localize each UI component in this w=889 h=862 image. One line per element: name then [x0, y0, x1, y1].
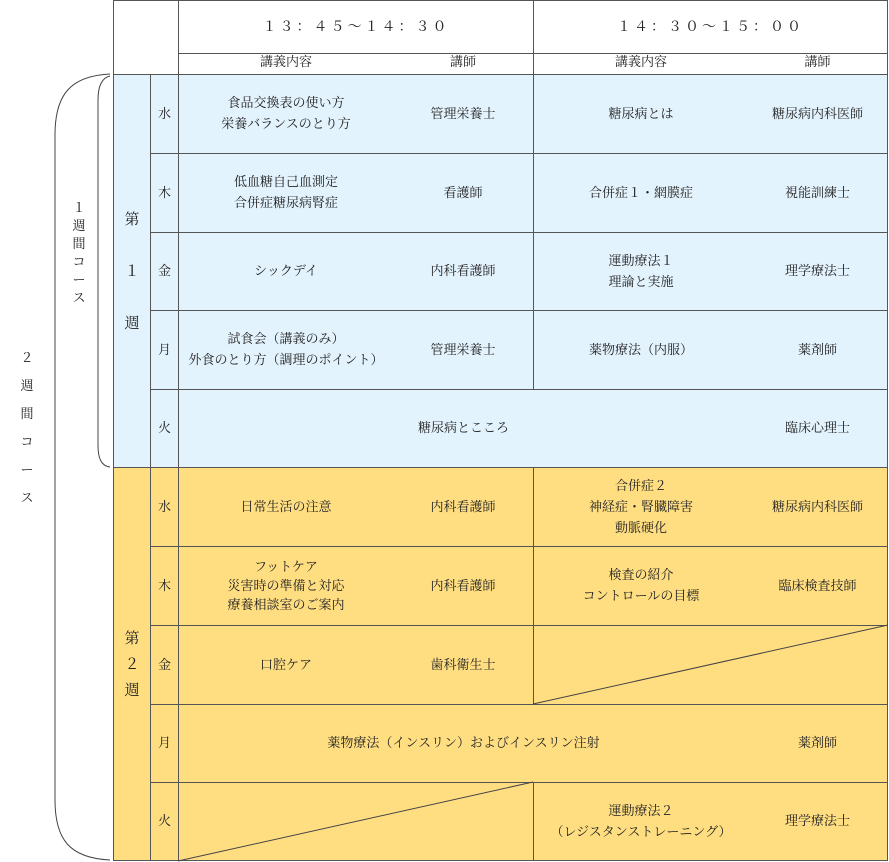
slot1-lecturer-cell: 内科看護師: [393, 546, 534, 626]
slot1-content-cell: フットケア 災害時の準備と対応 療養相談室のご案内: [178, 546, 394, 626]
day-cell: 水: [150, 74, 179, 154]
slot1-lecturer-cell: 管理栄養士: [393, 74, 534, 154]
slot2-lecturer-cell: 薬剤師: [748, 704, 888, 783]
slot1-content-header: 講義内容: [178, 53, 394, 75]
slot2-content-cell: 検査の紹介 コントロールの目標: [533, 546, 749, 626]
day-cell: 金: [150, 232, 179, 311]
slot1-content-cell: 食品交換表の使い方 栄養バランスのとり方: [178, 74, 394, 154]
day-cell: 火: [150, 782, 179, 861]
day-cell: 木: [150, 153, 179, 233]
slot1-content-cell: 試食会（講義のみ） 外食のとり方（調理のポイント）: [178, 310, 394, 390]
day-cell: 金: [150, 625, 179, 705]
slot2-content-cell: 運動療法１ 理論と実施: [533, 232, 749, 311]
one-week-course-label: １ 週 間 コ ー ス: [72, 201, 86, 306]
slot1-lecturer-cell: 歯科衛生士: [393, 625, 534, 705]
slot2-lecturer-cell: 理学療法士: [748, 782, 888, 861]
slot1-content-cell: シックデイ: [178, 232, 394, 311]
week1-label: 第 １ 週: [113, 74, 151, 468]
slot2-content-header: 講義内容: [533, 53, 749, 75]
week2-label: 第 ２ 週: [113, 467, 151, 861]
two-week-course-bracket: [55, 74, 110, 860]
two-week-course-label: ２ 週 間 コ ー ス: [20, 351, 34, 506]
slot1-lecturer-cell: 看護師: [393, 153, 534, 233]
slot2-lecturer-header: 講師: [748, 53, 888, 75]
day-cell: 木: [150, 546, 179, 626]
day-cell: 水: [150, 467, 179, 547]
slot2-lecturer-cell: 臨床心理士: [748, 389, 888, 468]
slot1-content-cell: 低血糖自己血測定 合併症糖尿病腎症: [178, 153, 394, 233]
slot2-empty-cell: [533, 625, 888, 705]
slot1-content-cell: 口腔ケア: [178, 625, 394, 705]
slot2-content-cell: 糖尿病とは: [533, 74, 749, 154]
slot1-lecturer-cell: 内科看護師: [393, 232, 534, 311]
slot2-lecturer-cell: 糖尿病内科医師: [748, 74, 888, 154]
slot2-lecturer-cell: 理学療法士: [748, 232, 888, 311]
slot1-time-header: １３：４５～１４：３０: [178, 0, 534, 54]
slot2-lecturer-cell: 薬剤師: [748, 310, 888, 390]
spanning-content-cell: 薬物療法（インスリン）およびインスリン注射: [178, 704, 749, 783]
slot2-content-cell: 合併症２ 神経症・腎臓障害 動脈硬化: [533, 467, 749, 547]
slot2-time-header: １４：３０～１５：００: [533, 0, 888, 54]
slot2-content-cell: 薬物療法（内服）: [533, 310, 749, 390]
slot1-content-cell: 日常生活の注意: [178, 467, 394, 547]
day-cell: 月: [150, 310, 179, 390]
slot2-lecturer-cell: 臨床検査技師: [748, 546, 888, 626]
spanning-content-cell: 糖尿病とこころ: [178, 389, 749, 468]
slot1-lecturer-cell: 内科看護師: [393, 467, 534, 547]
day-cell: 月: [150, 704, 179, 783]
header-corner: [113, 0, 179, 75]
one-week-course-bracket: [98, 76, 110, 467]
slot1-lecturer-cell: 管理栄養士: [393, 310, 534, 390]
day-cell: 火: [150, 389, 179, 468]
slot2-lecturer-cell: 視能訓練士: [748, 153, 888, 233]
slot2-lecturer-cell: 糖尿病内科医師: [748, 467, 888, 547]
slot1-empty-cell: [178, 782, 534, 861]
slot1-lecturer-header: 講師: [393, 53, 534, 75]
slot2-content-cell: 合併症１・網膜症: [533, 153, 749, 233]
slot2-content-cell: 運動療法２ （レジスタンストレーニング）: [533, 782, 749, 861]
